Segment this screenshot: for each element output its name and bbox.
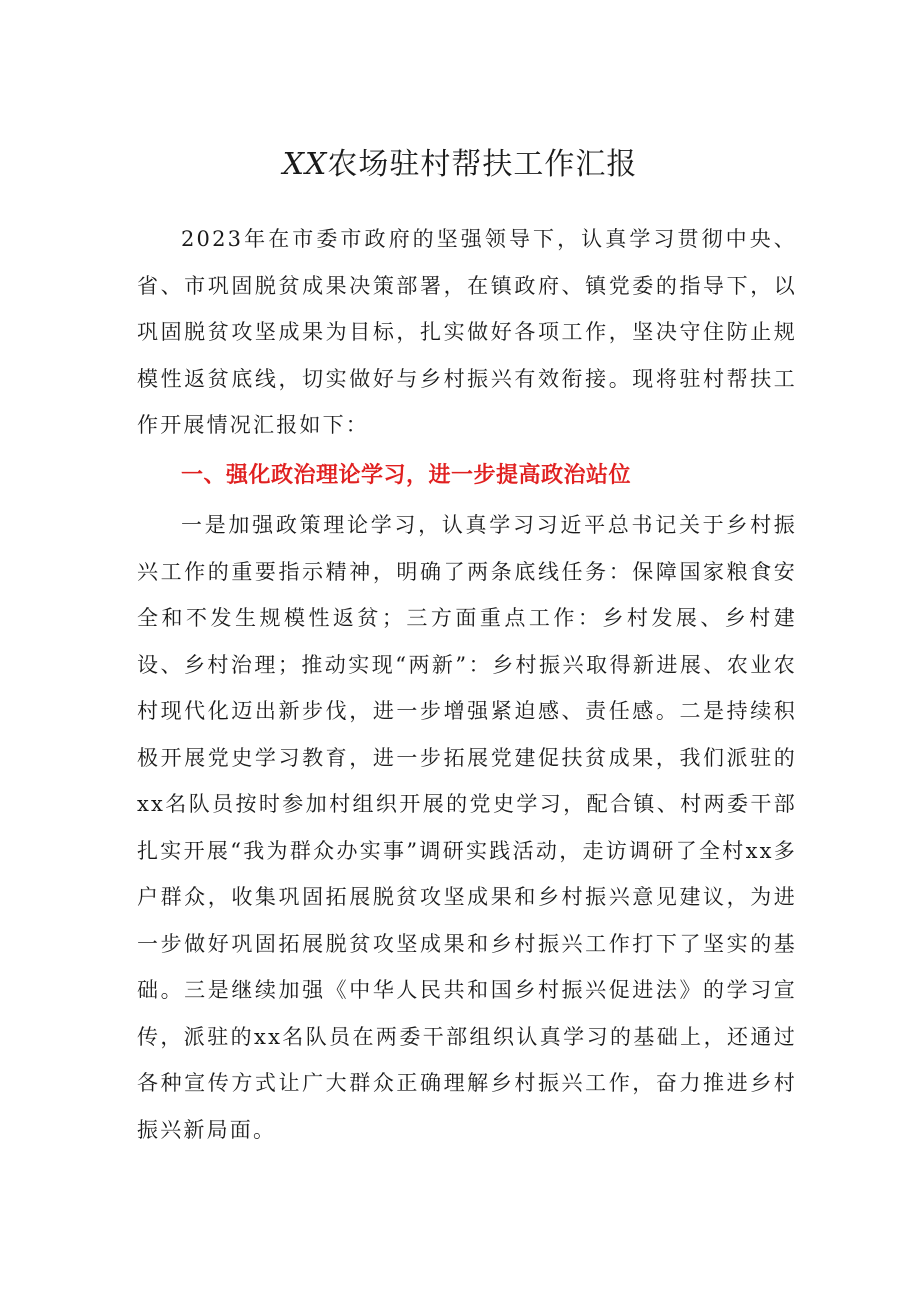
document-title [0, 143, 920, 187]
intro-paragraph: 2023年在市委市政府的坚强领导下，认真学习贯彻中央、省、市巩固脱贫成果决策部署，在镇政府、镇党委的指导下，以巩固脱贫攻坚成果为目标，扎实做好各项工作，坚决守住防止规模性返贫底线，切实做好与乡村振兴有效衔接。现将驻村帮扶工作开展情况汇报如下： [137, 227, 797, 437]
section-paragraph: 一是加强政策理论学习，认真学习习近平总书记关于乡村振兴工作的重要指示精神，明确了两条底线任务：保障国家粮食安全和不发生规模性返贫；三方面重点工作：乡村发展、乡村建设、乡村治理；推动实现“两新”：乡村振兴取得新进展、农业农村现代化迈出新步伐，进一步增强紧迫感、责任感。二是持续积极开展党史学习教育，进一步拓展党建促扶贫成果，我们派驻的xx名队员按时参加村组织开展的党史学习，配合镇、村两委干部扎实开展“我为群众办实事”调研实践活动，走访调研了全村xx多户群众，收集巩固拓展脱贫攻坚成果和乡村振兴意见建议，为进一步做好巩固拓展脱贫攻坚成果和乡村振兴工作打下了坚实的基础。三是继续加强《中华人民共和国乡村振兴促进法》的学习宣传，派驻的xx名队员在两委干部组织认真学习的基础上，还通过各种宣传方式让广大群众正确理解乡村振兴工作，奋力推进乡村振兴新局面。 [137, 513, 797, 1142]
section-heading: 一、强化政治理论学习，进一步提高政治站位 [181, 463, 632, 488]
title-main: 农场驻村帮扶工作汇报 [327, 147, 638, 182]
title-prefix: XX [282, 147, 328, 182]
